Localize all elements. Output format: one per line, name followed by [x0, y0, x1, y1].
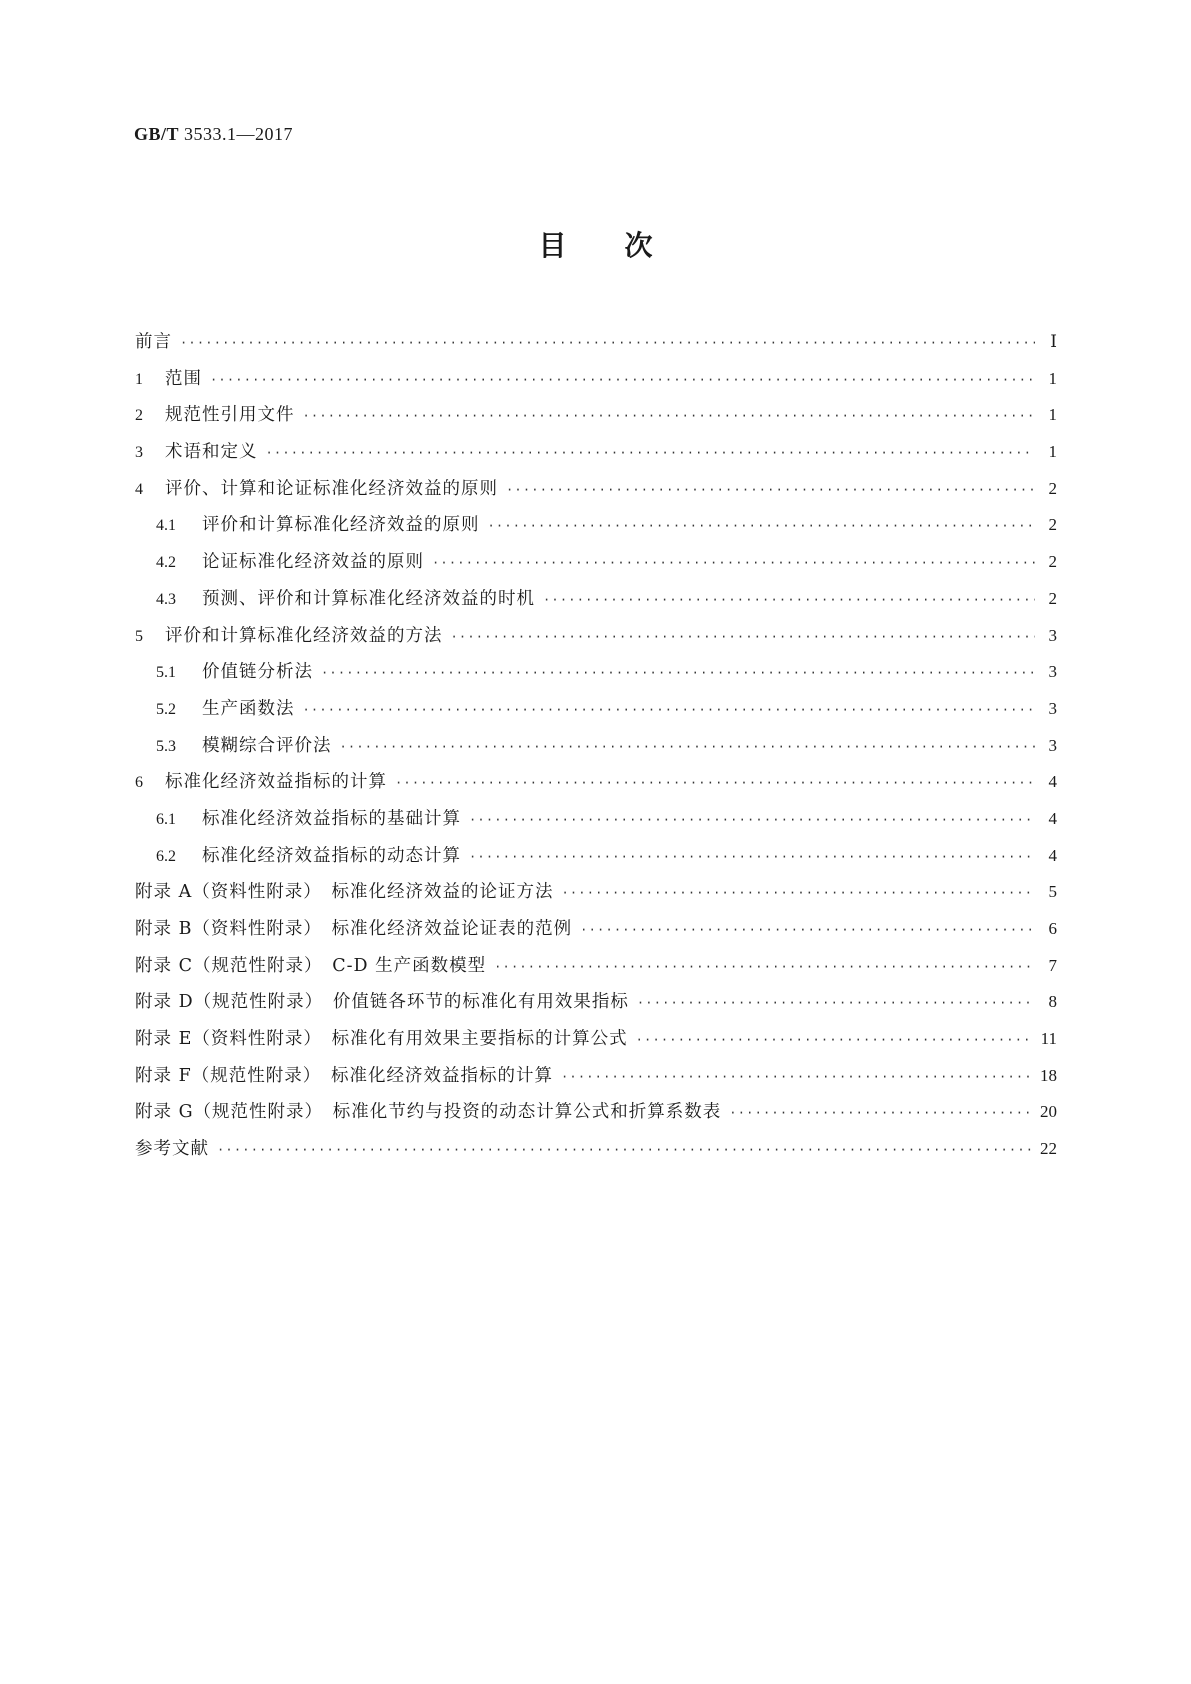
- toc-leader-dots: [636, 1022, 1033, 1059]
- toc-leader-dots: [561, 1059, 1032, 1096]
- toc-entry-page: 18: [1040, 1065, 1057, 1085]
- toc-entry-number: 2: [135, 407, 143, 425]
- toc-entry-number: 1: [135, 370, 143, 388]
- toc-entry[interactable]: [135, 691, 1057, 728]
- toc-leader-dots: [180, 325, 1035, 362]
- toc-leader-dots: [561, 875, 1035, 912]
- toc-entry-page: 11: [1040, 1029, 1057, 1049]
- toc-entry[interactable]: [135, 397, 1057, 434]
- toc-entry-label: 附录 F（规范性附录） 标准化经济效益指标的计算: [135, 1065, 553, 1086]
- toc-entry-page: 4: [1048, 845, 1057, 865]
- toc-entry-page: 4: [1048, 772, 1057, 792]
- toc-entry[interactable]: [135, 544, 1057, 581]
- toc-entry[interactable]: [135, 654, 1057, 691]
- toc-entry-page: 3: [1048, 625, 1057, 645]
- toc-entry-number: 4: [135, 480, 143, 498]
- toc-entry-page: 3: [1048, 735, 1057, 755]
- toc-leader-dots: [321, 655, 1035, 692]
- standard-prefix: GB/T: [134, 124, 180, 144]
- toc-entry-number: 6.1: [156, 810, 176, 828]
- toc-leader-dots: [543, 582, 1035, 619]
- toc-entry-page: 1: [1048, 405, 1057, 425]
- toc-entry-page: 22: [1040, 1139, 1057, 1159]
- toc-entry-label: 预测、评价和计算标准化经济效益的时机: [202, 588, 535, 609]
- toc-entry-page: 4: [1048, 808, 1057, 828]
- toc-entry[interactable]: [135, 434, 1057, 471]
- toc-leader-dots: [580, 912, 1035, 949]
- toc-entry-page: 3: [1048, 698, 1057, 718]
- toc-entry-label: 标准化经济效益指标的基础计算: [202, 808, 461, 829]
- toc-leader-dots: [469, 839, 1035, 876]
- toc-entry[interactable]: [135, 507, 1057, 544]
- toc-entry-page: 1: [1048, 368, 1057, 388]
- document-code: [134, 124, 293, 145]
- toc-entry[interactable]: [135, 801, 1057, 838]
- toc-entry[interactable]: [135, 874, 1057, 911]
- page-title: 目次: [538, 229, 711, 262]
- toc-entry-label: 术语和定义: [165, 442, 258, 463]
- toc-leader-dots: [506, 472, 1035, 509]
- toc-entry-page: 20: [1040, 1102, 1057, 1122]
- toc-entry-number: 4.3: [156, 590, 176, 608]
- toc-entry-label: 附录 D（规范性附录） 价值链各环节的标准化有用效果指标: [135, 992, 629, 1013]
- toc-entry[interactable]: [135, 581, 1057, 618]
- toc-leader-dots: [395, 765, 1035, 802]
- toc-entry[interactable]: [135, 728, 1057, 765]
- toc-entry-number: 5.1: [156, 664, 176, 682]
- toc-leader-dots: [303, 692, 1036, 729]
- toc-entry[interactable]: [135, 618, 1057, 655]
- toc-leader-dots: [469, 802, 1035, 839]
- toc-entry-label: 标准化经济效益指标的计算: [165, 772, 387, 793]
- toc-leader-dots: [488, 508, 1036, 545]
- toc-leader-dots: [494, 949, 1035, 986]
- toc-leader-dots: [266, 435, 1036, 472]
- toc-entry-page: 7: [1048, 955, 1057, 975]
- toc-entry-page: Ⅰ: [1050, 332, 1057, 351]
- toc-entry-page: 2: [1048, 515, 1057, 535]
- table-of-contents: [135, 324, 1057, 1168]
- toc-entry-page: 5: [1048, 882, 1057, 902]
- toc-entry[interactable]: [135, 1058, 1057, 1095]
- toc-entry-page: 1: [1048, 442, 1057, 462]
- toc-entry-label: 前言: [135, 332, 172, 352]
- toc-entry[interactable]: [135, 324, 1057, 361]
- toc-leader-dots: [303, 398, 1036, 435]
- toc-entry-label: 参考文献: [135, 1139, 209, 1160]
- toc-leader-dots: [210, 362, 1035, 399]
- toc-entry-page: 2: [1048, 478, 1057, 498]
- toc-entry-number: 6: [135, 774, 143, 792]
- toc-entry-number: 6.2: [156, 847, 176, 865]
- toc-entry-page: 2: [1048, 552, 1057, 572]
- toc-entry-number: 4.1: [156, 517, 176, 535]
- toc-entry-label: 附录 A（资料性附录） 标准化经济效益的论证方法: [135, 882, 554, 903]
- toc-entry-label: 模糊综合评价法: [202, 735, 332, 756]
- toc-entry-label: 论证标准化经济效益的原则: [202, 552, 424, 573]
- toc-entry-number: 4.2: [156, 554, 176, 572]
- toc-entry-label: 规范性引用文件: [165, 405, 295, 426]
- standard-number: 3533.1—2017: [184, 124, 294, 144]
- toc-entry-label: 评价和计算标准化经济效益的原则: [202, 515, 480, 536]
- toc-entry-page: 2: [1048, 588, 1057, 608]
- toc-entry[interactable]: [135, 471, 1057, 508]
- toc-leader-dots: [729, 1095, 1032, 1132]
- toc-entry-label: 附录 B（资料性附录） 标准化经济效益论证表的范例: [135, 919, 573, 939]
- toc-entry[interactable]: [135, 1021, 1057, 1058]
- toc-entry-label: 附录 C（规范性附录） C-D 生产函数模型: [135, 955, 487, 976]
- toc-leader-dots: [340, 729, 1036, 766]
- toc-entry-label: 生产函数法: [202, 698, 295, 719]
- toc-leader-dots: [217, 1132, 1032, 1169]
- toc-entry-label: 标准化经济效益指标的动态计算: [202, 845, 461, 866]
- toc-entry-page: 6: [1048, 919, 1057, 938]
- toc-entry[interactable]: [135, 1131, 1057, 1168]
- toc-entry-number: 3: [135, 444, 143, 462]
- toc-entry[interactable]: [135, 948, 1057, 985]
- toc-entry[interactable]: [135, 911, 1057, 948]
- toc-entry[interactable]: [135, 764, 1057, 801]
- toc-entry-number: 5.3: [156, 737, 176, 755]
- toc-entry-number: 5: [135, 627, 143, 645]
- toc-entry-label: 附录 E（资料性附录） 标准化有用效果主要指标的计算公式: [135, 1029, 628, 1050]
- toc-entry[interactable]: [135, 1094, 1057, 1131]
- toc-entry-page: 3: [1048, 662, 1057, 682]
- toc-entry-label: 评价、计算和论证标准化经济效益的原则: [165, 478, 498, 499]
- toc-leader-dots: [432, 545, 1035, 582]
- toc-entry-label: 附录 G（规范性附录） 标准化节约与投资的动态计算公式和折算系数表: [135, 1102, 722, 1123]
- toc-entry-number: 5.2: [156, 700, 176, 718]
- toc-leader-dots: [451, 619, 1036, 656]
- toc-entry-page: 8: [1048, 992, 1057, 1012]
- toc-leader-dots: [637, 985, 1035, 1022]
- toc-entry-label: 评价和计算标准化经济效益的方法: [165, 625, 443, 646]
- toc-entry[interactable]: [135, 361, 1057, 398]
- toc-entry[interactable]: [135, 984, 1057, 1021]
- toc-entry[interactable]: [135, 838, 1057, 875]
- toc-entry-label: 价值链分析法: [202, 662, 313, 683]
- toc-entry-label: 范围: [165, 368, 202, 389]
